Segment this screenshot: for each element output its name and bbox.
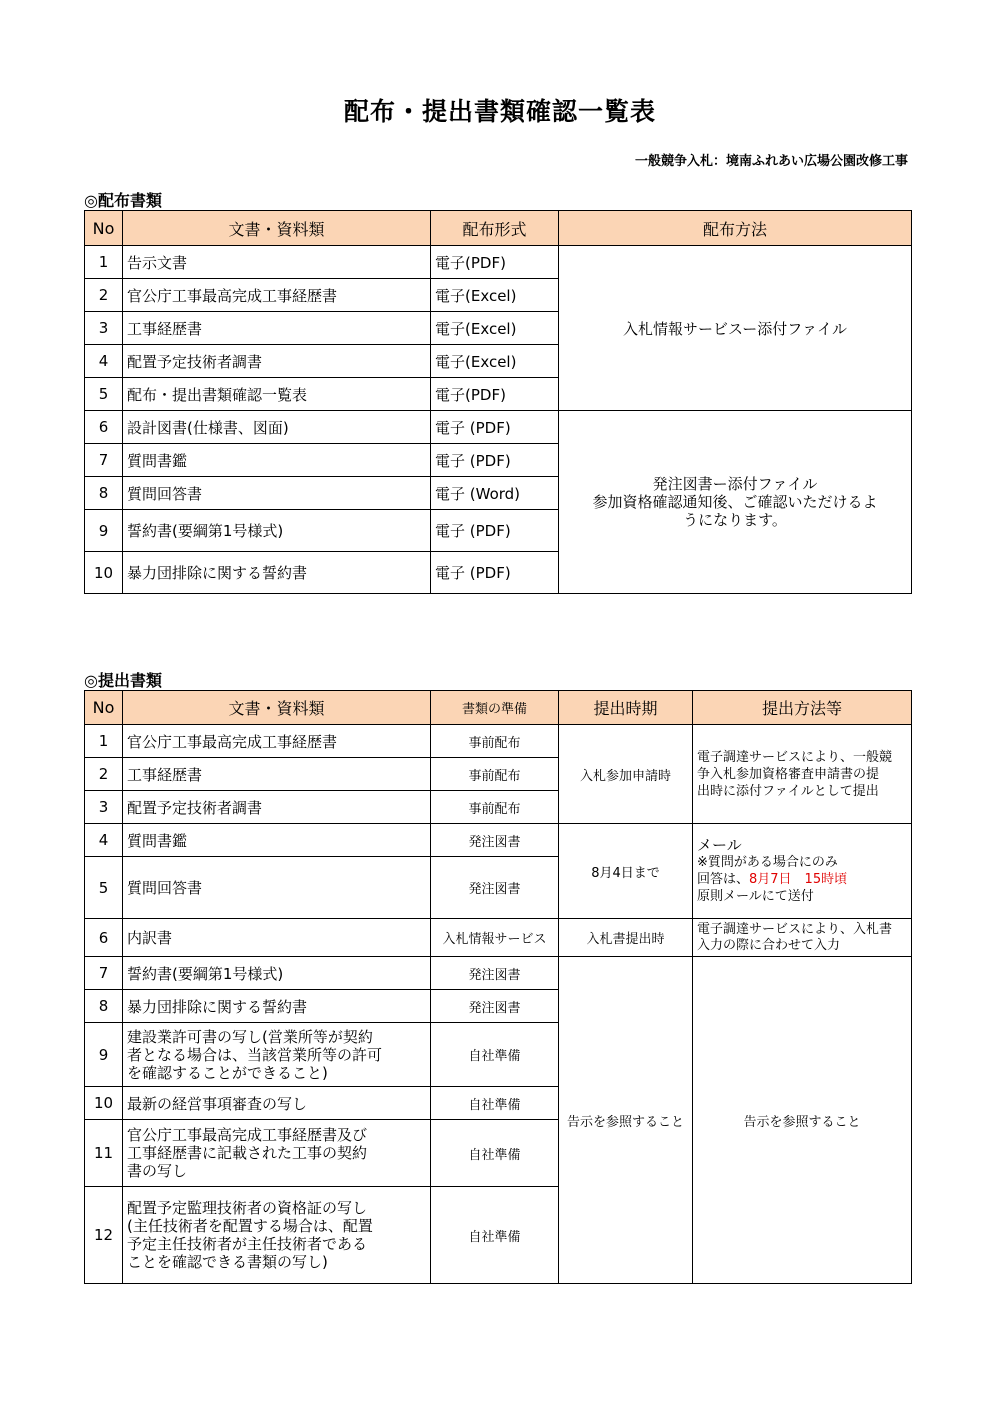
row-preparation: 自社準備 xyxy=(431,1023,559,1087)
method-line: うになります。 xyxy=(683,511,787,529)
row-preparation: 自社準備 xyxy=(431,1120,559,1187)
row-document: 官公庁工事最高完成工事経歴書 xyxy=(123,279,431,312)
timing-group-4: 告示を参照すること xyxy=(559,957,693,1284)
row-document: 暴力団排除に関する誓約書 xyxy=(123,552,431,594)
table-row xyxy=(85,824,912,857)
header-no: No xyxy=(85,691,123,725)
doc-line: 工事経歴書に記載された工事の契約 xyxy=(127,1144,368,1162)
row-document: 工事経歴書 xyxy=(123,758,431,791)
header-format: 配布形式 xyxy=(431,211,559,246)
row-no: 7 xyxy=(85,444,123,477)
row-no: 6 xyxy=(85,411,123,444)
row-no: 11 xyxy=(85,1120,123,1187)
method-line: 入力の際に合わせて入力 xyxy=(697,937,841,953)
row-format: 電子 (PDF) xyxy=(431,411,559,444)
row-document: 配布・提出書類確認一覧表 xyxy=(123,378,431,411)
row-no: 3 xyxy=(85,312,123,345)
row-preparation: 自社準備 xyxy=(431,1187,559,1284)
row-no: 5 xyxy=(85,378,123,411)
row-no: 10 xyxy=(85,1087,123,1120)
row-no: 4 xyxy=(85,824,123,857)
method-line: ※質問がある場合にのみ xyxy=(697,855,838,870)
answer-date: 8月7日 15時頃 xyxy=(749,872,848,887)
method-group-2 xyxy=(559,411,912,594)
row-format: 電子(PDF) xyxy=(431,246,559,279)
row-format: 電子 (PDF) xyxy=(431,552,559,594)
row-document: 告示文書 xyxy=(123,246,431,279)
table-row xyxy=(85,411,912,444)
row-format: 電子(Excel) xyxy=(431,345,559,378)
row-format: 電子(PDF) xyxy=(431,378,559,411)
row-preparation: 入札情報サービス xyxy=(431,919,559,957)
method-line: 出時に添付ファイルとして提出 xyxy=(697,783,879,799)
row-document: 誓約書(要綱第1号様式) xyxy=(123,510,431,552)
row-no: 2 xyxy=(85,279,123,312)
row-no: 1 xyxy=(85,725,123,758)
header-no: No xyxy=(85,211,123,246)
header-document: 文書・資料類 xyxy=(123,691,431,725)
header-preparation: 書類の準備 xyxy=(431,691,559,725)
timing-group-2: 8月4日まで xyxy=(559,824,693,919)
row-preparation: 自社準備 xyxy=(431,1087,559,1120)
distribution-table xyxy=(84,210,912,594)
row-document: 配置予定技術者調書 xyxy=(123,345,431,378)
row-preparation: 事前配布 xyxy=(431,758,559,791)
method-group-2 xyxy=(693,824,912,919)
row-no: 3 xyxy=(85,791,123,824)
row-document xyxy=(123,1120,431,1187)
row-no: 9 xyxy=(85,510,123,552)
row-no: 10 xyxy=(85,552,123,594)
method-group-1 xyxy=(693,725,912,824)
row-document: 官公庁工事最高完成工事経歴書 xyxy=(123,725,431,758)
row-document: 配置予定技術者調書 xyxy=(123,791,431,824)
submission-heading: ◎提出書類 xyxy=(84,671,162,690)
row-preparation: 発注図書 xyxy=(431,824,559,857)
row-document xyxy=(123,1023,431,1087)
row-document: 質問書鑑 xyxy=(123,824,431,857)
table-row xyxy=(85,246,912,279)
row-no: 5 xyxy=(85,857,123,919)
row-format: 電子(Excel) xyxy=(431,279,559,312)
doc-line: 建設業許可書の写し(営業所等が契約 xyxy=(127,1027,373,1046)
table-row xyxy=(85,957,912,990)
row-format: 電子(Excel) xyxy=(431,312,559,345)
method-line xyxy=(697,871,907,888)
method-line: 発注図書ー添付ファイル xyxy=(652,475,818,493)
row-document: 質問回答書 xyxy=(123,477,431,510)
doc-line: 官公庁工事最高完成工事経歴書及び xyxy=(127,1126,368,1144)
table-row xyxy=(85,725,912,758)
row-format: 電子 (PDF) xyxy=(431,444,559,477)
row-format: 電子 (PDF) xyxy=(431,510,559,552)
doc-line: を確認することができること) xyxy=(127,1063,328,1082)
row-document: 工事経歴書 xyxy=(123,312,431,345)
header-method: 配布方法 xyxy=(559,211,912,246)
distribution-heading: ◎配布書類 xyxy=(84,191,162,210)
row-document: 質問書鑑 xyxy=(123,444,431,477)
answer-prefix: 回答は、 xyxy=(697,872,750,887)
row-document: 暴力団排除に関する誓約書 xyxy=(123,990,431,1023)
submission-table xyxy=(84,690,912,1284)
doc-line: 者となる場合は、当該営業所等の許可 xyxy=(127,1045,383,1064)
project-subtitle: 一般競争入札：境南ふれあい広場公園改修工事 xyxy=(634,154,908,169)
row-document: 設計図書(仕様書、図面) xyxy=(123,411,431,444)
row-preparation: 事前配布 xyxy=(431,725,559,758)
row-document: 最新の経営事項審査の写し xyxy=(123,1087,431,1120)
timing-group-3: 入札書提出時 xyxy=(559,919,693,957)
timing-group-1: 入札参加申請時 xyxy=(559,725,693,824)
row-no: 1 xyxy=(85,246,123,279)
header-timing: 提出時期 xyxy=(559,691,693,725)
page-title: 配布・提出書類確認一覧表 xyxy=(343,97,656,126)
row-preparation: 事前配布 xyxy=(431,791,559,824)
row-no: 8 xyxy=(85,990,123,1023)
row-no: 8 xyxy=(85,477,123,510)
table-row xyxy=(85,919,912,957)
header-method: 提出方法等 xyxy=(693,691,912,725)
row-document: 誓約書(要綱第1号様式) xyxy=(123,957,431,990)
row-preparation: 発注図書 xyxy=(431,990,559,1023)
method-line: 電子調達サービスにより、入札書 xyxy=(697,921,893,937)
row-no: 12 xyxy=(85,1187,123,1284)
method-line: 参加資格確認通知後、ご確認いただけるよ xyxy=(592,493,878,511)
doc-line: 配置予定監理技術者の資格証の写し xyxy=(127,1199,368,1217)
row-preparation: 発注図書 xyxy=(431,857,559,919)
row-format: 電子 (Word) xyxy=(431,477,559,510)
doc-line: 予定主任技術者が主任技術者である xyxy=(127,1235,368,1253)
method-group-1: 入札情報サービスー添付ファイル xyxy=(559,246,912,411)
header-document: 文書・資料類 xyxy=(123,211,431,246)
method-line: 争入札参加資格審査申請書の提 xyxy=(697,766,880,782)
method-line: 電子調達サービスにより、一般競 xyxy=(697,749,893,765)
row-no: 6 xyxy=(85,919,123,957)
row-document: 質問回答書 xyxy=(123,857,431,919)
row-no: 7 xyxy=(85,957,123,990)
row-document xyxy=(123,1187,431,1284)
row-preparation: 発注図書 xyxy=(431,957,559,990)
row-document: 内訳書 xyxy=(123,919,431,957)
row-no: 4 xyxy=(85,345,123,378)
doc-line: ことを確認できる書類の写し) xyxy=(127,1253,328,1271)
row-no: 9 xyxy=(85,1023,123,1087)
method-group-4: 告示を参照すること xyxy=(693,957,912,1284)
method-line: 原則メールにて送付 xyxy=(697,889,814,904)
doc-line: 書の写し xyxy=(127,1162,188,1180)
distribution-header-row xyxy=(85,211,912,246)
doc-line: (主任技術者を配置する場合は、配置 xyxy=(127,1217,373,1235)
row-no: 2 xyxy=(85,758,123,791)
submission-header-row xyxy=(85,691,912,725)
method-group-3 xyxy=(693,919,912,957)
method-title: メール xyxy=(697,836,742,854)
